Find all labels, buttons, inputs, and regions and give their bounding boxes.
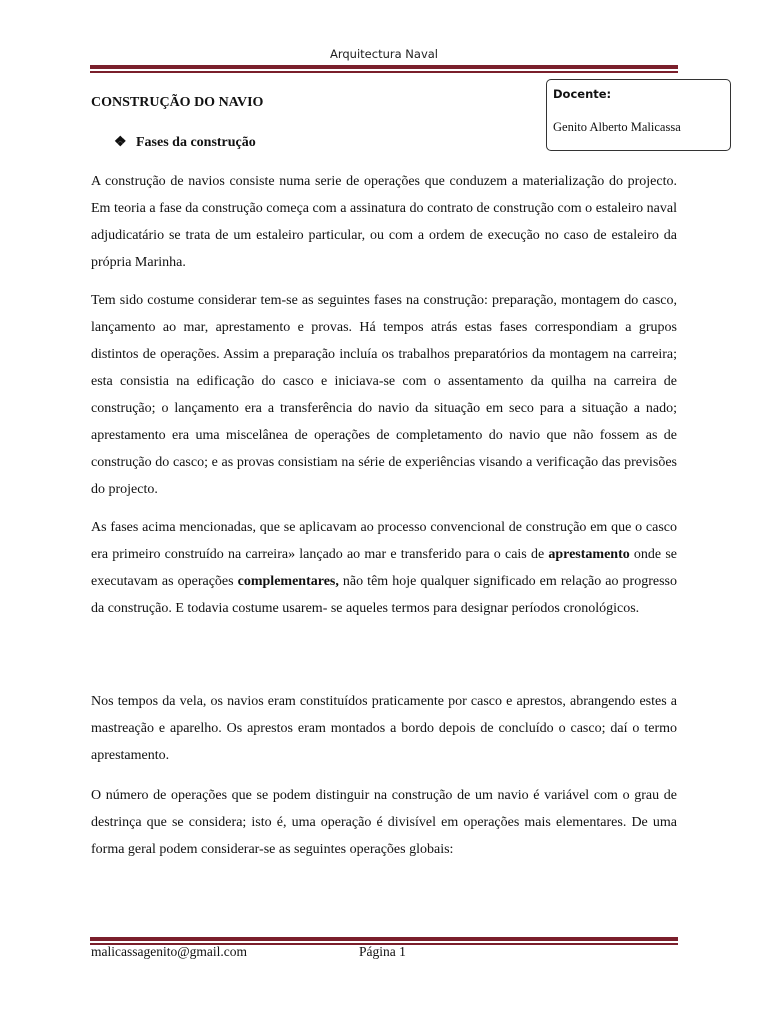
section-heading xyxy=(114,134,256,151)
header-rule-thin xyxy=(90,71,678,73)
bold-term-complementares: complementares, xyxy=(237,574,339,589)
section-heading-text: Fases da construção xyxy=(136,135,256,150)
paragraph-3-part-2: onde se executavam as operações xyxy=(91,547,677,589)
paragraph-2: Tem sido costume considerar tem-se as seguintes fases na construção: preparação, montagem do casco, lançamento ao mar, aprestamento e provas. Há tempos atrás estas fases correspondiam a grupos distintos de operações. Assim a preparação incluía os trabalhos preparatórios da montagem na carreira; esta consistia na edificação do casco e iniciava-se com o assentamento da quilha na carreira de construção; o lançamento era a transferência do navio da situação em seco para a situação a nado; aprestamento era uma miscelânea de operações de completamento do navio que não fossem as de construção do casco; e as provas consistiam na série de experiências visando a verificação das previsões do projecto. xyxy=(91,293,677,497)
paragraph-5: O número de operações que se podem distinguir na construção de um navio é variável com o grau de destrinça que se considera; isto é, uma operação é divisível em operações mais elementares. De uma forma geral podem considerar-se as seguintes operações globais: xyxy=(91,788,677,857)
docente-label: Docente: xyxy=(553,87,612,101)
footer-rule-thick xyxy=(90,937,678,941)
paragraph-3 xyxy=(91,514,677,622)
paragraph-3-part-3: não têm hoje qualquer significado em relação ao progresso da construção. E todavia costume usarem- se aqueles termos para designar períodos cronológicos. xyxy=(91,574,677,616)
document-title: CONSTRUÇÃO DO NAVIO xyxy=(91,95,264,110)
docente-name: Genito Alberto Malicassa xyxy=(553,120,681,134)
docente-text-box xyxy=(546,79,731,151)
bold-term-aprestamento: aprestamento xyxy=(548,547,630,562)
paragraph-1: A construção de navios consiste numa serie de operações que conduzem a materialização do projecto. Em teoria a fase da construção começa com a assinatura do contrato de construção com o estaleiro naval adjudicatário se trata de um estaleiro particular, ou com a ordem de execução no caso de estaleiro da própria Marinha. xyxy=(91,174,677,270)
footer-email: malicassagenito@gmail.com xyxy=(91,944,248,959)
footer-page-number: Página 1 xyxy=(359,944,406,959)
diamond-bullet-icon: ❖ xyxy=(114,135,127,150)
paragraph-4: Nos tempos da vela, os navios eram constituídos praticamente por casco e aprestos, abrangendo estes a mastreação e aparelho. Os aprestos eram montados a bordo depois de concluído o casco; daí o termo aprestamento. xyxy=(91,694,677,763)
paragraph-3-part-1: As fases acima mencionadas, que se aplicavam ao processo convencional de construção em que o casco era primeiro construído na carreira» lançado ao mar e transferido para o cais de xyxy=(91,520,677,562)
header-rule-thick xyxy=(90,65,678,69)
header-title: Arquitectura Naval xyxy=(329,47,438,61)
